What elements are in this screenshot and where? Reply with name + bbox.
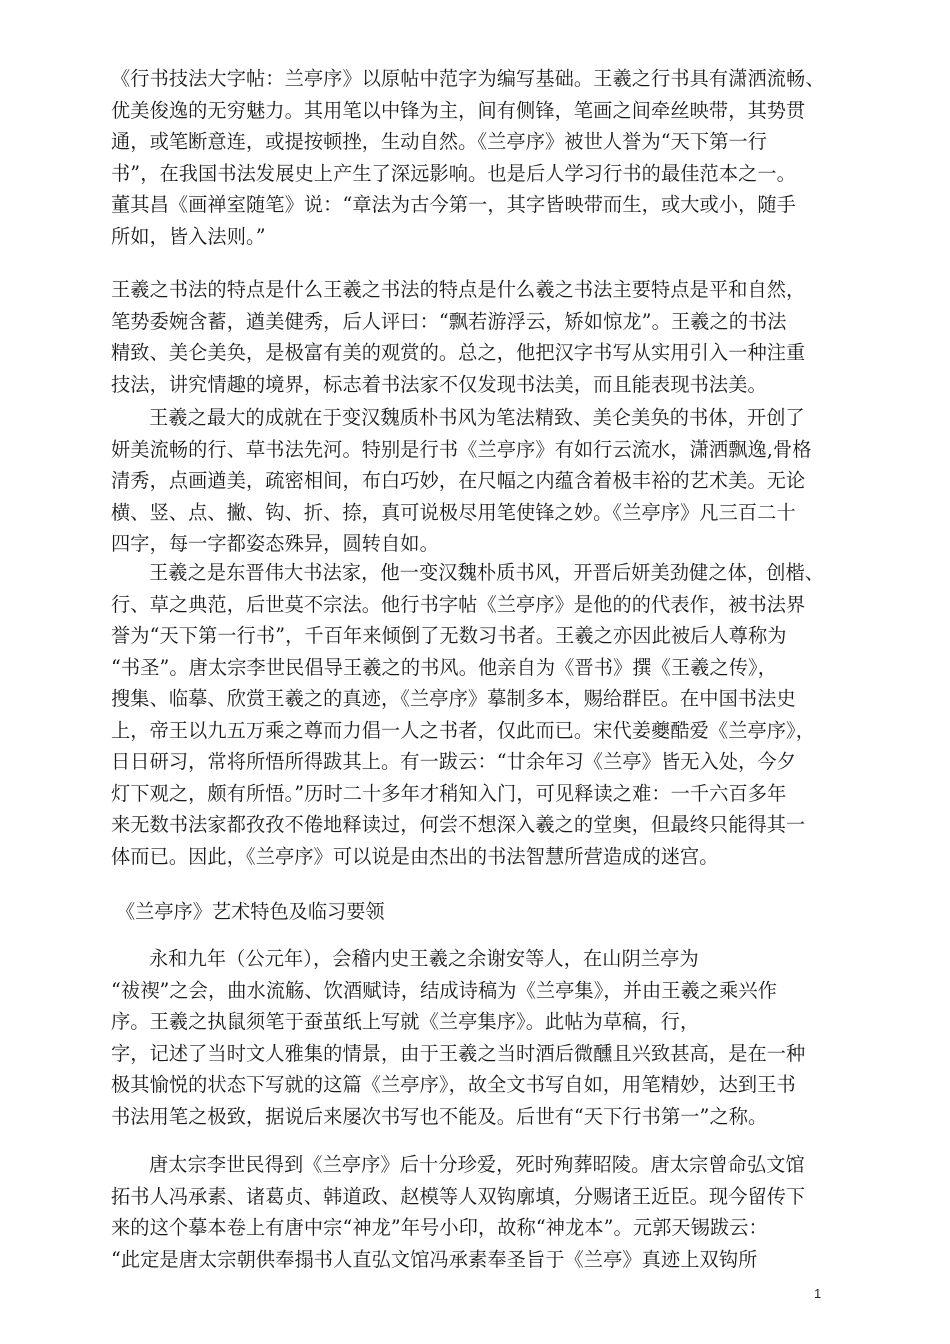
text-line: 永和九年（公元年），会稽内史王羲之余谢安等人，在山阴兰亭为	[149, 947, 699, 970]
text-line: 王羲之是东晋伟大书法家，他一变汉魏朴质书风，开晋后妍美劲健之体，创楷、	[149, 561, 825, 584]
text-line: 序。王羲之执鼠须笔于蚕茧纸上写就《兰亭集序》。此帖为草稿，行，	[111, 1010, 700, 1033]
text-line: 唐太宗李世民得到《兰亭序》后十分珍爱，死时殉葬昭陵。唐太宗曾命弘文馆	[149, 1153, 805, 1176]
text-line: 日日研习，常将所悟所得跋其上。有一跋云：“廿余年习《兰亭》皆无入处，今夕	[111, 750, 796, 773]
text-line: 上，帝王以九五万乘之尊而力倡一人之书者，仅此而已。宋代姜夔酷爱《兰亭序》，	[111, 718, 816, 742]
text-line: 清秀，点画遒美，疏密相间，布白巧妙，在尺幅之内蕴含着极丰裕的艺术美。无论	[111, 469, 806, 492]
text-line: 王羲之书法的特点是什么王羲之书法的特点是什么羲之书法主要特点是平和自然，	[111, 278, 806, 301]
text-line: 书”，在我国书法发展史上产生了深远影响。也是后人学习行书的最佳范本之一。	[111, 161, 796, 185]
paragraph-achievement	[111, 402, 851, 560]
text-line: 优美俊逸的无穷魅力。其用笔以中锋为主，间有侧锋，笔画之间牵丝映带，其势贯	[111, 98, 806, 122]
text-line: 王羲之最大的成就在于变汉魏质朴书风为笔法精致、美仑美奂的书体，开创了	[149, 406, 805, 429]
text-line: 体而已。因此，《兰亭序》可以说是由杰出的书法智慧所营造成的迷宫。	[111, 844, 719, 868]
text-line: “祓禊”之会，曲水流觞、饮酒赋诗，结成诗稿为《兰亭集》，并由王羲之乘兴作	[111, 978, 777, 1002]
text-line: 书法用笔之极致，据说后来屡次书写也不能及。后世有“天下行书第一”之称。	[111, 1104, 768, 1128]
text-line: 通，或笔断意连，或提按顿挫，生动自然。《兰亭序》被世人誉为“天下第一行	[111, 130, 768, 153]
paragraph-tang-taizong	[111, 1149, 851, 1275]
text-line: 四字，每一字都姿态殊异，圆转自如。	[111, 532, 439, 555]
paragraph-features	[111, 274, 851, 400]
text-line: 所如，皆入法则。”	[111, 224, 266, 248]
text-line: 搜集、临摹、欣赏王羲之的真迹，《兰亭序》摹制多本，赐给群臣。在中国书法史	[111, 687, 796, 710]
text-line: 来无数书法家都孜孜不倦地释读过，何尝不想深入羲之的堂奥，但最终只能得其一	[111, 813, 806, 836]
text-line: 誉为“天下第一行书”，千百年来倾倒了无数习书者。王羲之亦因此被后人尊称为	[111, 624, 787, 647]
text-line: 笔势委婉含蓄，遒美健秀，后人评曰：“飘若游浮云，矫如惊龙”。王羲之的书法	[111, 309, 787, 333]
text-line: “书圣”。唐太宗李世民倡导王羲之的书风。他亲自为《晋书》撰《王羲之传》，	[111, 655, 777, 679]
text-line: 精致、美仑美奂，是极富有美的观赏的。总之，他把汉字书写从实用引入一种注重	[111, 341, 806, 364]
text-line: 字，记述了当时文人雅集的情景，由于王羲之当时酒后微醺且兴致甚高，是在一种	[111, 1041, 806, 1065]
paragraph-intro	[111, 63, 851, 252]
text-line: 来的这个摹本卷上有唐中宗“神龙”年号小印，故称“神龙本”。元郭天锡跋云：	[111, 1216, 768, 1239]
text-line: 技法，讲究情趣的境界，标志着书法家不仅发现书法美，而且能表现书法美。	[111, 372, 767, 396]
text-line: 灯下观之，颇有所悟。”历时二十多年才稍知入门，可见释读之难：一千六百多年	[111, 781, 787, 805]
text-line: 拓书人冯承素、诸葛贞、韩道政、赵模等人双钩廓填，分赐诸王近臣。现今留传下	[111, 1184, 806, 1208]
text-line: 《行书技法大字帖：兰亭序》以原帖中范字为编写基础。王羲之行书具有潇洒流畅、	[111, 67, 825, 90]
section-heading: 《兰亭序》艺术特色及临习要领	[116, 900, 385, 923]
text-line: 极其愉悦的状态下写就的这篇《兰亭序》，故全文书写自如，用笔精妙，达到王书	[111, 1073, 796, 1096]
page-number: 1	[814, 1286, 822, 1301]
text-line: “此定是唐太宗朝供奉搨书人直弘文馆冯承素奉圣旨于《兰亭》真迹上双钩所	[111, 1247, 758, 1271]
text-line: 行、草之典范，后世莫不宗法。他行书字帖《兰亭序》是他的的代表作，被书法界	[111, 592, 806, 616]
paragraph-yonghe	[111, 943, 851, 1132]
text-line: 横、竖、点、撇、钩、折、捺，真可说极尽用笔使锋之妙。《兰亭序》凡三百二十	[111, 500, 796, 524]
text-line: 董其昌《画禅室随笔》说：“章法为古今第一，其字皆映带而生，或大或小，随手	[111, 193, 796, 216]
paragraph-biography	[111, 557, 851, 872]
text-line: 妍美流畅的行、草书法先河。特别是行书《兰亭序》有如行云流水，潇洒飘逸,骨格	[111, 437, 812, 461]
